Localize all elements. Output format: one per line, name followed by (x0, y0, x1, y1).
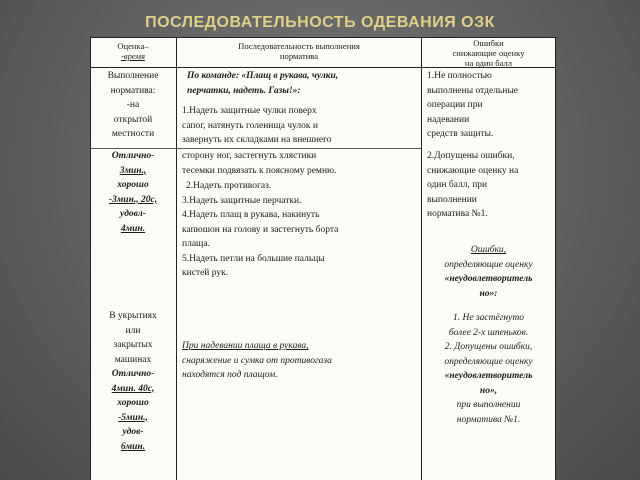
header-cell-grade-time: Оценка– -время (117, 41, 149, 61)
shelter-grades: Отлично- 4мин. 40с, хорошо -5мин., удов- 6мин. (111, 369, 155, 452)
fail-heading: Ошибки, определяющие оценку «неудовлетворитель но»: (444, 245, 533, 299)
shelter-condition: В укрытиях или закрытых машинах (109, 311, 157, 365)
header-cell-errors: Ошибки снижающие оценку на один балл (452, 38, 525, 68)
step-1-bottom: сторону ног, застегнуть хлястики тесемки подвязать к поясному ремню. (182, 151, 337, 176)
table-divider (176, 37, 177, 480)
table-divider (555, 37, 556, 480)
steps-list: 2.Надеть противогаз. 3.Надеть защитные перчатки. 4.Надеть плащ в рукава, накинуть капюшон на голову и застегнуть борта плаща. 5.Надеть петли на большие пальцы кистей рук. (182, 181, 339, 278)
slide-title: ПОСЛЕДОВАТЕЛЬНОСТЬ ОДЕВАНИЯ ОЗК (145, 14, 495, 31)
command-text: По команде: «Плащ в рукава, чулки, перчатки, надеть. Газы!»: (187, 71, 339, 96)
norm-table (90, 37, 556, 480)
step-1-top: 1.Надеть защитные чулки поверх сапог, натянуть голенища чулок и завернуть их складками на внешнего (182, 106, 332, 145)
open-area-grades: Отлично- 3мин., хорошо -3мин., 20с, удовл- 4мин. (108, 151, 158, 234)
note-text: При надевании плаща в рукава, снаряжение и сумка от противогаза находятся под плащом. (182, 341, 332, 380)
error-item-2: 2.Допущены ошибки, снижающие оценку на один балл, при выполнении норматива №1. (427, 151, 519, 219)
fail-items: 1. Не застёгнуто более 2-х шпеньков. 2. Допущены ошибки, определяющие оценку «неудовлетворитель но», при выполнении норматива №1. (444, 313, 533, 425)
header-cell-sequence: Последовательность выполнения норматива (238, 41, 360, 61)
open-area-condition: Выполнение норматива: -на открытой местности (107, 71, 159, 139)
error-item-1: 1.Не полностью выполнены отдельные операции при надевании средств защиты. (427, 71, 518, 139)
